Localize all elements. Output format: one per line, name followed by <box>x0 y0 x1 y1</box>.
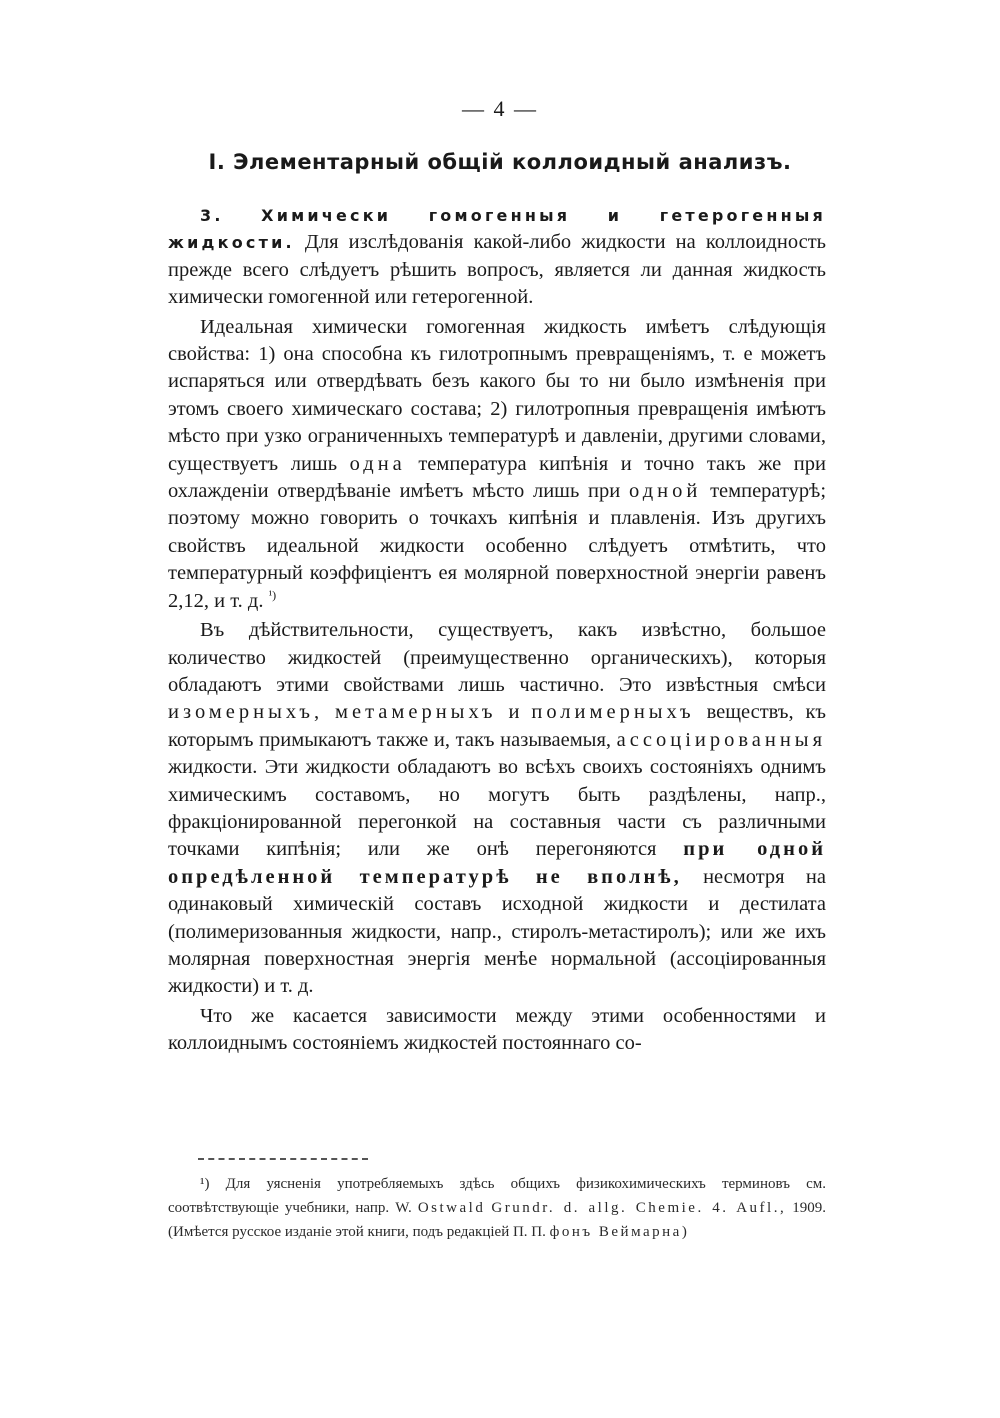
paragraph-1 <box>168 202 826 312</box>
paragraph-2 <box>168 314 826 615</box>
paragraph-2-text-b: температура кипѣнія и точно такъ же при охлажденіи отвердѣваніе имѣетъ мѣсто лишь при <box>168 452 827 503</box>
footnote-divider <box>198 1158 368 1160</box>
emphasis-polymeric: полимерныхъ <box>531 701 695 724</box>
emphasis-associated: ассоціированныя <box>616 728 827 751</box>
paragraph-3-text-d: несмотря на одинаковый химическій составъ исходной жидкости и дестилата (полимеризованныя жидкости, напр., стиролъ-метастиролъ); или же ихъ молярная поверхностная энергія менѣе нормальной (ассоціированныя жидкости) и т. д. <box>168 865 826 998</box>
section-heading: 3. Химически гомогенныя и гетерогенныя жидкости. <box>168 206 826 253</box>
footnote-author: Ostwald <box>417 1200 486 1216</box>
paragraph-2-text-c: температурѣ; поэтому можно говорить о точкахъ кипѣнія и плавленія. Изъ другихъ свойствъ идеальной жидкости особенно слѣдуетъ отмѣтить, что температурный коэффиціентъ ея молярной поверхностной энергіи равенъ 2,12, и т. д. <box>168 480 827 612</box>
paragraph-2-text-a: Идеальная химически гомогенная жидкость имѣетъ слѣдующія свойства: 1) она способна къ гилотропнымъ превращеніямъ, т. е можетъ испаряться или отвердѣвать безъ какого бы то ни было измѣненія при этомъ своего химическаго состава; 2) гилотропныя превращенія имѣютъ мѣсто при узко ограниченныхъ температурѣ и давленіи, другими словами, существуетъ лишь <box>168 315 826 475</box>
footnote-text-a: Для уясненія употребляемыхъ здѣсь общихъ физикохимическихъ терминовъ см. соотвѣтствующіе учебники, напр. W. <box>168 1176 827 1216</box>
emphasis-odnoy: одной <box>629 480 702 503</box>
footnote-reference: ¹) <box>268 587 277 602</box>
emphasis-isomeric: изомерныхъ, <box>168 701 324 724</box>
paragraph-1-text: Для изслѣдованія какой-либо жидкости на коллоидность прежде всего слѣдуетъ рѣшить вопросъ, является ли данная жидкость химически гомогенной или гетерогенной. <box>168 231 827 309</box>
emphasis-odna: одна <box>349 452 406 475</box>
paragraph-3-text-b: веществъ, къ которымъ примыкаютъ также и, такъ называемыя, <box>168 701 827 751</box>
emphasis-metameric: метамерныхъ <box>335 701 497 724</box>
paragraph-3-text-c: жидкости. Эти жидкости обладаютъ во всѣхъ своихъ состояніяхъ однимъ химическимъ составомъ, но могутъ быть раздѣлены, напр., фракціонированной перегонкой на составныя части съ различными точками кипѣнія; или же онѣ перегоняются <box>168 756 826 861</box>
paragraph-3-and: и <box>508 701 520 724</box>
paragraph-4 <box>168 1003 826 1058</box>
paragraph-4-text: Что же касается зависимости между этими особенностями и коллоиднымъ состояніемъ жидкостей постояннаго со- <box>168 1004 826 1055</box>
footnote-editor: фонъ Веймарна) <box>549 1224 690 1240</box>
chapter-title: I. Элементарный общій коллоидный анализъ. <box>208 150 792 174</box>
footnote-book-title: Grundr. d. allg. Chemie. 4. Aufl., <box>491 1200 787 1216</box>
body-text <box>168 202 826 1058</box>
emphasis-one-definite-temp: при одной опредѣленной температурѣ не вполнѣ, <box>168 838 827 888</box>
footnote <box>168 1172 826 1244</box>
footnote-mark: ¹) <box>200 1176 210 1192</box>
page-number: — 4 — <box>462 96 538 121</box>
footnote-text-b: 1909. (Имѣется русское изданіе этой книги, подъ редакціей П. П. <box>168 1200 827 1240</box>
paragraph-3 <box>168 617 826 1001</box>
paragraph-3-text-a: Въ дѣйствительности, существуетъ, какъ извѣстно, большое количество жидкостей (преимущественно органическихъ), которыя обладаютъ этими свойствами лишь частично. Это извѣстныя смѣси <box>168 619 826 696</box>
